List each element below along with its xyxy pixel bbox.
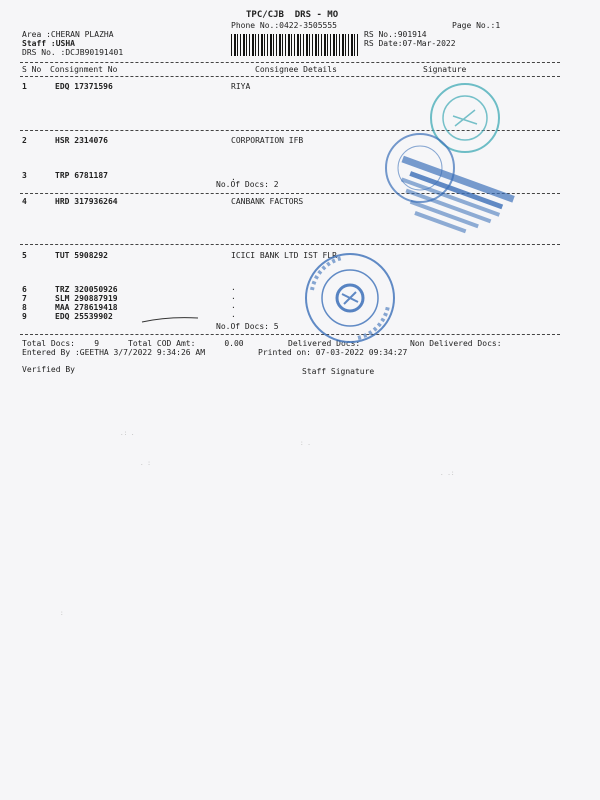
row-consignee: RIYA (231, 82, 251, 91)
travels-stamp (425, 78, 505, 158)
row-consignment: MAA 278619418 (55, 303, 118, 312)
total-cod: Total COD Amt: 0.00 (128, 339, 244, 348)
drs-number: DRS No. :DCJB90191401 (22, 48, 124, 57)
area-label: Area :CHERAN PLAZHA (22, 30, 114, 39)
group-doc-count: No.Of Docs: 5 (216, 322, 279, 331)
scan-smudge: : (60, 610, 64, 617)
row-sno: 2 (22, 136, 27, 145)
scan-smudge: .: . (120, 430, 135, 437)
divider (20, 334, 560, 335)
page-number: Page No.:1 (452, 21, 501, 30)
group-doc-count: No.Of Docs: 2 (216, 180, 279, 189)
divider (20, 130, 560, 131)
dot-mark: . (231, 301, 236, 310)
report-title: TPC/CJB DRS - MO (246, 10, 339, 20)
row-consignee: CANBANK FACTORS (231, 197, 304, 206)
dot-mark: . (231, 292, 236, 301)
scan-smudge: . : (140, 460, 151, 467)
dot-mark: . (231, 283, 236, 292)
row-consignment: HRD 317936264 (55, 197, 118, 206)
divider (20, 62, 560, 63)
entered-by: Entered By :GEETHA 3/7/2022 9:34:26 AM (22, 348, 206, 357)
non-delivered-docs: Non Delivered Docs: (410, 339, 502, 348)
dot-mark: . (231, 173, 236, 182)
col-consignment: Consignment No (50, 65, 118, 74)
icici-stamp (302, 250, 398, 346)
staff-label: Staff :USHA (22, 39, 75, 48)
row-consignment: EDQ 25539902 (55, 312, 113, 321)
dot-mark: . (231, 310, 236, 319)
row-sno: 3 (22, 171, 27, 180)
rs-number: RS No.:901914 (364, 30, 427, 39)
scan-smudge: . .: (440, 470, 455, 477)
row-consignment: TRP 6781187 (55, 171, 108, 180)
staff-signature: Staff Signature (302, 367, 375, 376)
row-sno: 8 (22, 303, 27, 312)
row-sno: 7 (22, 294, 27, 303)
row-sno: 6 (22, 285, 27, 294)
rs-date: RS Date:07-Mar-2022 (364, 39, 456, 48)
divider (20, 193, 560, 194)
row-consignee: ICICI BANK LTD IST FLR (231, 251, 337, 260)
row-consignment: TUT 5908292 (55, 251, 108, 260)
row-consignment: EDQ 17371596 (55, 82, 113, 91)
row-sno: 1 (22, 82, 27, 91)
row-sno: 4 (22, 197, 27, 206)
total-docs: Total Docs: 9 (22, 339, 100, 348)
row-sno: 9 (22, 312, 27, 321)
printed-on: Printed on: 07-03-2022 09:34:27 (258, 348, 408, 357)
row-consignment: TRZ 320050926 (55, 285, 118, 294)
barcode (231, 34, 358, 56)
col-signature: Signature (423, 65, 467, 74)
phone-number: Phone No.:0422-3505555 (231, 21, 337, 30)
row-consignment: SLM 290887919 (55, 294, 118, 303)
row-consignee: CORPORATION IFB (231, 136, 304, 145)
col-sno: S No (22, 65, 42, 74)
pen-mark (140, 314, 200, 326)
col-consignee: Consignee Details (255, 65, 337, 74)
verified-by: Verified By (22, 365, 75, 374)
scan-smudge: : . (300, 440, 311, 447)
row-sno: 5 (22, 251, 27, 260)
divider (20, 76, 560, 77)
divider (20, 244, 560, 245)
row-consignment: HSR 2314076 (55, 136, 108, 145)
delivered-docs: Delivered Docs: (288, 339, 361, 348)
canbank-stamp (362, 128, 532, 268)
